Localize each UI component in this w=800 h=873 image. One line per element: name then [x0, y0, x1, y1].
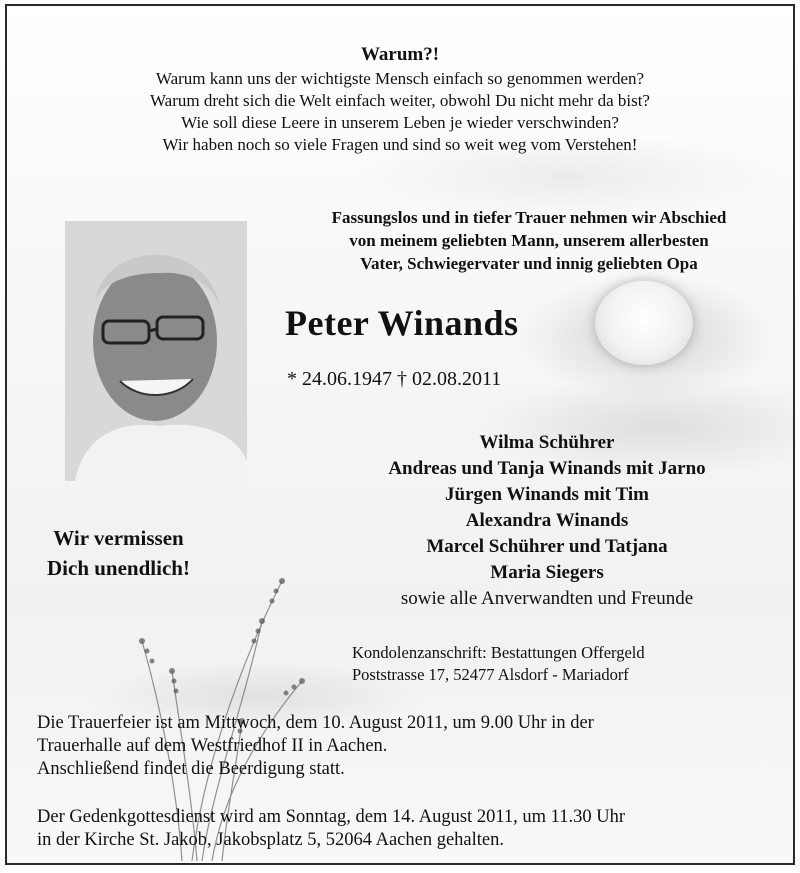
intro-line: Vater, Schwiegervater und innig geliebten Opa: [360, 254, 698, 273]
family-member: Jürgen Winands mit Tim: [445, 484, 649, 505]
ceremony-line: Anschließend findet die Beerdigung statt.: [37, 759, 345, 779]
poem-title: Warum?!: [360, 44, 440, 65]
miss-text: [47, 523, 190, 583]
family-member: Marcel Schührer und Tatjana: [426, 536, 668, 557]
family-member: Andreas und Tanja Winands mit Jarno: [388, 458, 706, 479]
ceremony-paragraph: [37, 712, 787, 781]
intro-line: Fassungslos und in tiefer Trauer nehmen wir Abschied: [331, 208, 727, 227]
intro-line: von meinem geliebten Mann, unserem allerbesten: [349, 231, 709, 250]
mass-line: in der Kirche St. Jakob, Jakobsplatz 5, 52064 Aachen gehalten.: [37, 830, 505, 850]
address-line: Kondolenzanschrift: Bestattungen Offergeld: [352, 643, 645, 662]
family-member: Alexandra Winands: [465, 510, 629, 531]
poem: [7, 68, 793, 156]
life-dates: * 24.06.1947 † 02.08.2011: [287, 368, 502, 390]
family-member: Wilma Schührer: [479, 432, 615, 453]
intro-text: [269, 206, 789, 275]
ceremony-line: Die Trauerfeier ist am Mittwoch, dem 10. August 2011, um 9.00 Uhr in der: [37, 713, 594, 733]
ceremony-line: Trauerhalle auf dem Westfriedhof II in Aachen.: [37, 736, 388, 756]
family-member: Maria Siegers: [490, 562, 604, 583]
poem-line: Wie soll diese Leere in unserem Leben je wieder verschwinden?: [181, 113, 619, 132]
family-footer: sowie alle Anverwandten und Freunde: [400, 588, 694, 609]
miss-line: Wir vermissen: [53, 526, 184, 550]
condolence-address: [352, 642, 645, 686]
mass-line: Der Gedenkgottesdienst wird am Sonntag, dem 14. August 2011, um 11.30 Uhr: [37, 807, 625, 827]
poem-line: Warum dreht sich die Welt einfach weiter, obwohl Du nicht mehr da bist?: [150, 91, 650, 110]
poem-line: Wir haben noch so viele Fragen und sind so weit weg vom Verstehen!: [162, 135, 638, 154]
mass-paragraph: [37, 806, 787, 852]
obituary-notice: [5, 4, 795, 865]
miss-line: Dich unendlich!: [47, 556, 190, 580]
address-line: Poststrasse 17, 52477 Alsdorf - Mariadorf: [352, 665, 629, 684]
portrait-photo: [65, 221, 247, 481]
family-list: [327, 430, 767, 612]
sun-illustration: [595, 281, 693, 365]
deceased-name: Peter Winands: [285, 303, 519, 343]
poem-line: Warum kann uns der wichtigste Mensch einfach so genommen werden?: [155, 69, 645, 88]
